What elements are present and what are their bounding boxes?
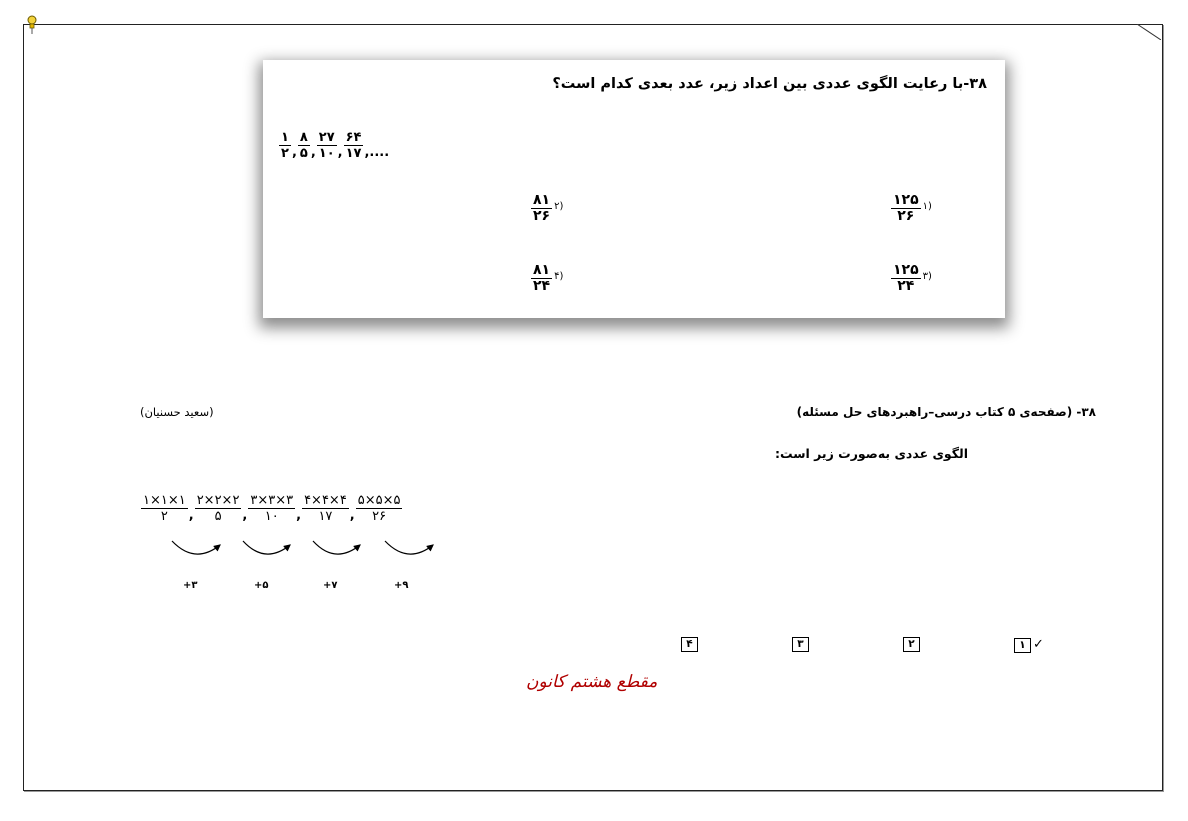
sequence-term: $\frac{۲۷}{۱۰}$ [318,130,335,161]
question-title: ۳۸-با رعایت الگوی عددی بین اعداد زیر، عدد بعدی کدام است؟ [552,76,987,92]
difference-label: +۵ [254,580,269,591]
answer-choice-1[interactable]: ۱ ✓ [1014,637,1044,653]
answer-choice-2[interactable]: ۲ [903,637,920,652]
answer-choice-4[interactable]: ۴ [681,637,698,652]
page-corner-fold [1137,24,1161,40]
sequence-term: $\frac{۸}{۵}$ [299,130,308,161]
pattern-expression: $\frac{۱\times ۱\times ۱}{۲}$ , $\frac{۲\times ۲\times ۲}{۵}$ , $\frac{۳\times ۳\times ۳}{۱۰}$ , $\frac{۴\times ۴\times ۴}{۱۷}$ , $\frac{۵\times ۵\times ۵}{۲۶}$ [143,493,401,524]
answer-section-title: ۳۸- (صفحه‌ی ۵ کتاب درسی–راهبردهای حل مسئله) [796,405,1096,419]
pattern-description: الگوی عددی به‌صورت زیر است: [775,446,968,461]
difference-label: +۳ [183,580,198,591]
pushpin-icon [26,15,38,35]
option-3[interactable]: $\frac{۱۲۵}{۲۴}$ ۳) [893,262,932,294]
number-sequence: $\frac{۱}{۲}$ , $\frac{۸}{۵}$ , $\frac{۲۷}{۱۰}$ , $\frac{۶۴}{۱۷}$ ,.... [281,130,390,161]
check-icon: ✓ [1033,637,1044,652]
arrow-1 [172,541,220,554]
expression-term: $\frac{۱\times ۱\times ۱}{۲}$ [143,493,186,524]
option-1[interactable]: $\frac{۱۲۵}{۲۶}$ ۱) [893,192,932,224]
expression-term: $\frac{۵\times ۵\times ۵}{۲۶}$ [357,493,401,524]
answer-choice-3[interactable]: ۳ [792,637,809,652]
option-4[interactable]: $\frac{۸۱}{۲۴}$ ۴) [533,262,564,294]
expression-term: $\frac{۳\times ۳\times ۳}{۱۰}$ [250,493,294,524]
option-2[interactable]: $\frac{۸۱}{۲۶}$ ۲) [533,192,564,224]
sequence-term: $\frac{۶۴}{۱۷}$ [345,130,362,161]
arrow-4 [385,541,433,554]
difference-label: +۷ [323,580,338,591]
sequence-term: $\frac{۱}{۲}$ [281,130,289,161]
author-name: (سعید حسنیان) [140,405,214,419]
expression-term: $\frac{۲\times ۲\times ۲}{۵}$ [196,493,240,524]
difference-label: +۹ [394,580,409,591]
handwritten-note: مقطع هشتم کانون [526,672,658,692]
question-card [263,60,1005,318]
expression-term: $\frac{۴\times ۴\times ۴}{۱۷}$ [304,493,347,524]
difference-arrows [150,533,450,573]
arrow-3 [313,541,360,554]
sequence-ellipsis: ,.... [364,145,390,160]
arrow-2 [243,541,290,554]
